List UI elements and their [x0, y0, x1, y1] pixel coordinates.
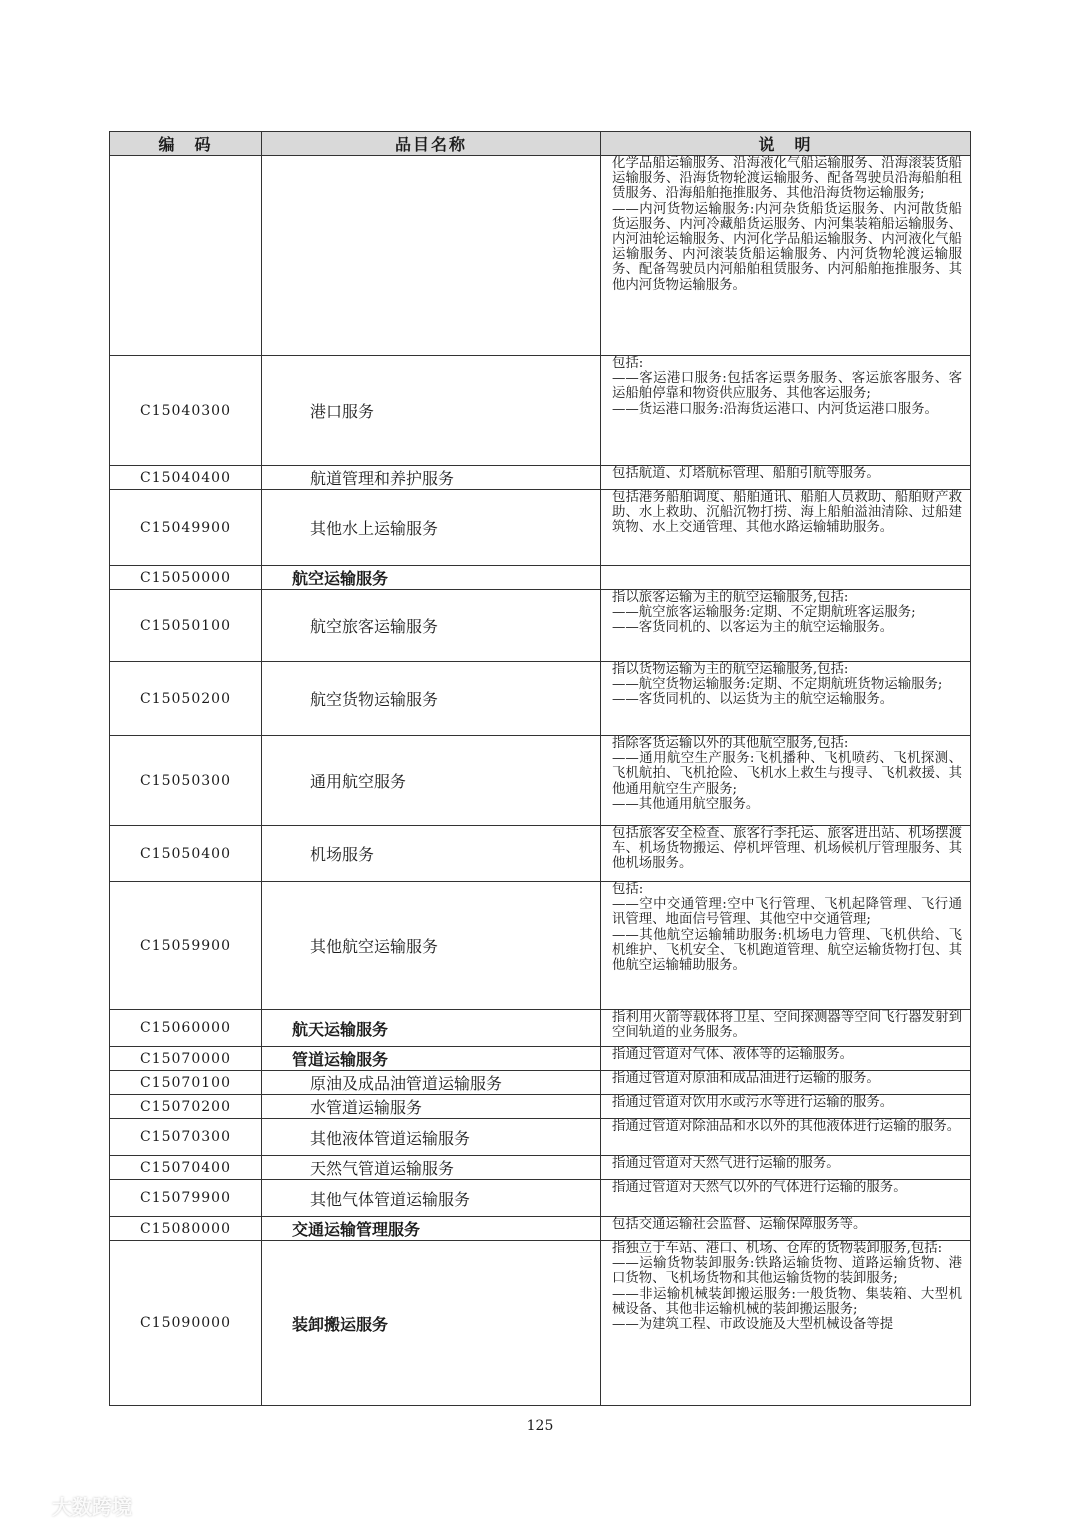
row-item-name: 航道管理和养护服务	[262, 466, 601, 490]
row-code: C15070200	[110, 1095, 262, 1119]
table-row	[110, 156, 971, 356]
row-item-name: 其他液体管道运输服务	[262, 1119, 601, 1156]
row-description: 指通过管道对气体、液体等的运输服务。	[601, 1047, 971, 1071]
page-number: 125	[526, 1418, 554, 1434]
table-row	[110, 490, 971, 566]
row-item-name: 天然气管道运输服务	[262, 1156, 601, 1180]
row-code: C15050400	[110, 826, 262, 882]
row-code: C15050300	[110, 736, 262, 826]
row-description: 包括: ——空中交通管理:空中飞行管理、飞机起降管理、飞行通讯管理、地面信号管理、其他空中交通管理; ——其他航空运输辅助服务:机场电力管理、飞机供给、飞机维护、飞机安全、飞机跑道管理、航空运输货物打包、其他航空运输辅助服务。	[601, 882, 971, 1010]
row-code: C15070300	[110, 1119, 262, 1156]
table-row	[110, 662, 971, 736]
row-code: C15070400	[110, 1156, 262, 1180]
table-row	[110, 590, 971, 662]
table-row	[110, 882, 971, 1010]
row-description: 包括旅客安全检查、旅客行李托运、旅客进出站、机场摆渡车、机场货物搬运、停机坪管理、机场候机厅管理服务、其他机场服务。	[601, 826, 971, 882]
watermark-logo-icon	[8, 1493, 48, 1519]
table-body	[110, 156, 971, 1406]
row-item-name: 管道运输服务	[262, 1047, 601, 1071]
row-item-name: 航天运输服务	[262, 1010, 601, 1047]
catalog-table	[109, 131, 971, 1406]
table-header-row	[110, 132, 971, 156]
row-description: 指通过管道对天然气进行运输的服务。	[601, 1156, 971, 1180]
row-description: 指以旅客运输为主的航空运输服务,包括: ——航空旅客运输服务:定期、不定期航班客运服务; ——客货同机的、以客运为主的航空运输服务。	[601, 590, 971, 662]
table-row	[110, 1217, 971, 1241]
row-description: 包括: ——客运港口服务:包括客运票务服务、客运旅客服务、客运船舶停靠和物资供应服务、其他客运服务; ——货运港口服务:沿海货运港口、内河货运港口服务。	[601, 356, 971, 466]
table-row	[110, 1047, 971, 1071]
row-item-name: 其他水上运输服务	[262, 490, 601, 566]
row-code	[110, 156, 262, 356]
row-description: 指通过管道对天然气以外的气体进行运输的服务。	[601, 1180, 971, 1217]
row-description: 指通过管道对原油和成品油进行运输的服务。	[601, 1071, 971, 1095]
row-description	[601, 566, 971, 590]
row-code: C15040400	[110, 466, 262, 490]
table-row	[110, 1010, 971, 1047]
row-item-name: 航空货物运输服务	[262, 662, 601, 736]
table-row	[110, 736, 971, 826]
row-item-name: 航空旅客运输服务	[262, 590, 601, 662]
row-code: C15049900	[110, 490, 262, 566]
row-code: C15040300	[110, 356, 262, 466]
table-row	[110, 826, 971, 882]
row-code: C15050000	[110, 566, 262, 590]
row-item-name: 水管道运输服务	[262, 1095, 601, 1119]
row-item-name: 通用航空服务	[262, 736, 601, 826]
table-row	[110, 1180, 971, 1217]
row-code: C15050100	[110, 590, 262, 662]
watermark	[8, 1491, 132, 1520]
row-code: C15070100	[110, 1071, 262, 1095]
table-row	[110, 1241, 971, 1406]
row-code: C15050200	[110, 662, 262, 736]
row-item-name: 装卸搬运服务	[262, 1241, 601, 1406]
row-code: C15059900	[110, 882, 262, 1010]
row-code: C15080000	[110, 1217, 262, 1241]
row-description: 包括港务船舶调度、船舶通讯、船舶人员救助、船舶财产救助、水上救助、沉船沉物打捞、海上船舶溢油清除、过船建筑物、水上交通管理、其他水路运输辅助服务。	[601, 490, 971, 566]
row-description: 包括航道、灯塔航标管理、船舶引航等服务。	[601, 466, 971, 490]
row-item-name: 机场服务	[262, 826, 601, 882]
row-item-name: 港口服务	[262, 356, 601, 466]
row-description: 指利用火箭等载体将卫星、空间探测器等空间飞行器发射到空间轨道的业务服务。	[601, 1010, 971, 1047]
row-code: C15079900	[110, 1180, 262, 1217]
row-item-name: 交通运输管理服务	[262, 1217, 601, 1241]
table-row	[110, 566, 971, 590]
row-description: 包括交通运输社会监督、运输保障服务等。	[601, 1217, 971, 1241]
table-row	[110, 1119, 971, 1156]
row-description: 指通过管道对饮用水或污水等进行运输的服务。	[601, 1095, 971, 1119]
header-name: 品目名称	[262, 132, 601, 156]
row-description: 指独立于车站、港口、机场、仓库的货物装卸服务,包括: ——运输货物装卸服务:铁路运输货物、道路运输货物、港口货物、飞机场货物和其他运输货物的装卸服务; ——非运输机械装卸搬运服务:一般货物、集装箱、大型机械设备、其他非运输机械的装卸搬运服务; ——为建筑工程、市政设施及大型机械设备等提	[601, 1241, 971, 1406]
header-desc: 说 明	[601, 132, 971, 156]
table-row	[110, 1095, 971, 1119]
row-item-name: 其他航空运输服务	[262, 882, 601, 1010]
row-item-name: 原油及成品油管道运输服务	[262, 1071, 601, 1095]
row-item-name	[262, 156, 601, 356]
table-row	[110, 466, 971, 490]
table-row	[110, 356, 971, 466]
row-description: 化学品船运输服务、沿海液化气船运输服务、沿海滚装货船运输服务、沿海货物轮渡运输服务、配备驾驶员沿海船舶租赁服务、沿海船舶拖推服务、其他沿海货物运输服务; ——内河货物运输服务:内河杂货船货运服务、内河散货船货运服务、内河冷藏船货运服务、内河集装箱船运输服务、内河油轮运输服务、内河化学品船运输服务、内河液化气船运输服务、内河滚装货船运输服务、内河货物轮渡运输服务、配备驾驶员内河船舶租赁服务、内河船舶拖推服务、其他内河货物运输服务。	[601, 156, 971, 356]
row-code: C15090000	[110, 1241, 262, 1406]
row-description: 指以货物运输为主的航空运输服务,包括: ——航空货物运输服务:定期、不定期航班货物运输服务; ——客货同机的、以运货为主的航空运输服务。	[601, 662, 971, 736]
table-row	[110, 1156, 971, 1180]
row-code: C15060000	[110, 1010, 262, 1047]
row-item-name: 其他气体管道运输服务	[262, 1180, 601, 1217]
row-description: 指除客货运输以外的其他航空服务,包括: ——通用航空生产服务:飞机播种、飞机喷药、飞机探测、飞机航拍、飞机抢险、飞机水上救生与搜寻、飞机救援、其他通用航空生产服务; ——其他通用航空服务。	[601, 736, 971, 826]
row-code: C15070000	[110, 1047, 262, 1071]
row-item-name: 航空运输服务	[262, 566, 601, 590]
table-row	[110, 1071, 971, 1095]
row-description: 指通过管道对除油品和水以外的其他液体进行运输的服务。	[601, 1119, 971, 1156]
watermark-text: 大数跨境	[52, 1495, 132, 1519]
header-code: 编 码	[110, 132, 262, 156]
